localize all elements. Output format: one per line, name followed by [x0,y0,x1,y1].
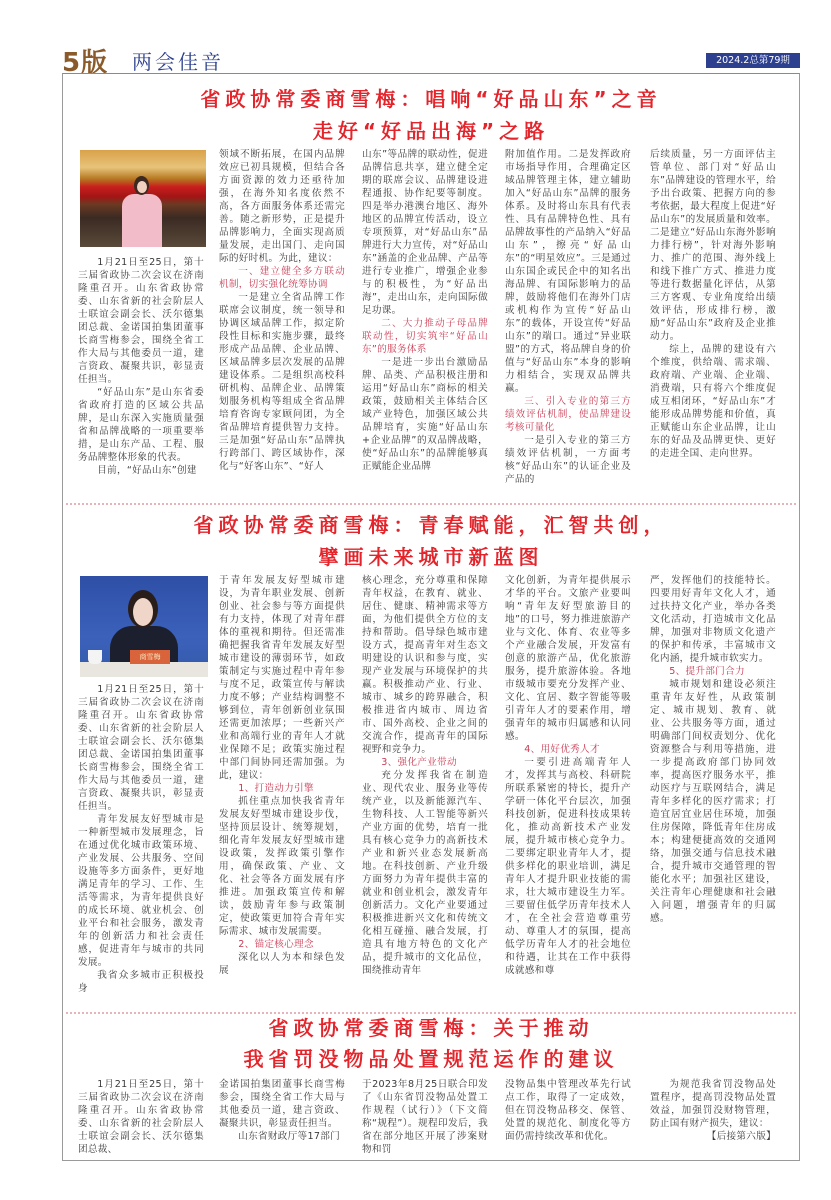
section-heading: 1、打造动力引擎 [238,783,314,794]
paragraph: 后续质量，另一方面评估主管单位、部门对“好品山东”品牌建设的管理水平，给予出台政策、把握方向的参考依据，最大程度上促进“好品山东”的发展质量和效率。二是建立“好品山东海外影响力排行榜”，针对海外影响力、推广的范围、海外线上和线下推广方式、推进力度等进行数据量化评估，从第三方客观、专业角度给出绩效评估，形成排行榜，激励“好品山东”政府及企业推动力。 [650,149,776,342]
article-1-title-line-1: 省政协常委商雪梅：唱响“好品山东”之音 [200,87,662,111]
article-2-column-4 [505,574,631,977]
paragraph: 为规范我省罚没物品处置程序，提高罚没物品处置效益，加强罚没财物管理，防止国有财产损失，建议： [650,1079,776,1129]
paragraph: 一是建立全省品牌工作联席会议制度，统一领导和协调区域品牌工作，拟定阶段性目标和实施步骤，最终形成产品品牌、企业品牌、区域品牌多层次发展的品牌建设体系。二是组织高校科研机构、品牌企业、品牌策划服务机构等组成全省品牌培育咨询专家顾问团，为全省品牌培育提供智力支持。三是加强“好品山东”品牌执行跨部门、跨区域协作，深化与“好客山东”、“好人 [219,292,345,472]
paragraph: 一是引入专业的第三方绩效评估机制，一方面考核“好品山东”的认证企业及产品的 [505,435,631,485]
paragraph: 目前，“好品山东”创建 [97,465,197,476]
paragraph: 深化以人为本和绿色发展 [219,952,345,976]
person-figure [122,176,162,247]
section-heading: 三、引入专业的第三方绩效评估机制，使品牌建设考核可量化 [505,396,631,433]
nameplate: 商雪梅 [130,650,170,664]
section-heading: 3、强化产业带动 [381,757,457,768]
section-heading: 一、建立健全多方联动机制，切实强化统筹协调 [219,266,345,290]
dotted-divider [66,1012,796,1014]
paragraph: 抓住重点加快我省青年发展友好型城市建设步伐，坚持顶层设计、统筹规划，细化青年发展友好型城市建设政策，发挥政策引擎作用，确保政策、产业、文化、社会等各方面发展有序推进。加强政策宣传和解读，鼓励青年参与政策制定，使政策更加符合青年实际需求、城市发展需要。 [219,796,345,937]
paragraph: 山东省财政厅等17部门 [238,1131,341,1142]
paragraph: 于青年发展友好型城市建设，为青年职业发展、创新创业、社会参与等方面提供有力支持，体现了对青年群体的重视和期待。但还需准确把握我省青年发展友好型城市建设的薄弱环节，如政策制定与实施过程中青年参与度不足，政策宣传与解读力度不够；产业结构调整不够到位，青年创新创业氛围还需更加浓厚；一些新兴产业和高端行业的青年人才就业保障不足；政策实施过程中部门间协同还需加强。为此，建议： [219,575,345,781]
paragraph: 城市规划和建设必须注重青年友好性，从政策制定、城市规划、教育、就业、公共服务等方面，通过明确部门间权责划分、优化资源整合与利用等措施，进一步提高政府部门协同效率，提高医疗服务水平，推动医疗与互联网结合，满足青年多样化的医疗需求；打造宜居宜业居住环境，加强住房保障，降低青年住房成本；构建便捷高效的交通网络，加强交通与信息技术融合，提升城市交通管理的智能化水平；加强社区建设，关注青年心理健康和社会融入问题，增强青年的归属感。 [650,679,776,924]
paragraph: 附加值作用。二是发挥政府市场指导作用，合理确定区域品牌管理主体，建立辅助加入“好品山东”品牌的服务体系。及时将山东具有代表性、具有品牌特色性、具有品牌故事性的产品纳入“好品山东”，擦亮“好品山东”的“明星效应”。三是通过山东国企或民企中的知名出海品牌、有国际影响力的品牌，鼓励将他们在海外门店或机构作为宣传“好品山东”的载体，开设宣传“好品山东”的端口。通过“异业联盟”的方式，将品牌自身的价值与“好品山东”本身的影响力相结合，实现双品牌共赢。 [505,149,631,394]
article-3-column-4 [505,1078,631,1143]
paragraph: 1月21日至25日，第十三届省政协二次会议在济南隆重召开。山东省政协常委、山东省新的社会阶层人士联谊会副会长、沃尔德集团总裁、金诺国拍集团董事长商雪梅参会，围绕全省工作大局与其他委员一道，建言资政、凝聚共识，彰显责任担当。 [78,257,204,385]
teacup-icon [88,650,102,664]
paragraph: “好品山东”是山东省委省政府打造的区域公共品牌，是山东深入实施质量强省和品牌战略的一项重要举措，是山东产品、工程、服务品牌整体形象的代表。 [78,387,204,463]
paragraph: 严，发挥他们的技能特长。四要用好青年文化人才，通过扶持文化产业，举办各类文化活动，打造城市文化品牌，加强对非物质文化遗产的保护和传承，丰富城市文化内涵，提升城市软实力。 [650,575,776,664]
article-3-title-line-2: 我省罚没物品处置规范运作的建议 [243,1047,619,1071]
paragraph: 综上，品牌的建设有六个维度，供给端、需求端、政府端、产业端、企业端、消费端，只有将六个维度促成互相闭环，“好品山东”才能形成品牌势能和价值，真正赋能山东企业品牌，让山东的好品及品牌更快、更好的走进全国、走向世界。 [650,344,776,459]
article-2-column-1 [78,683,204,995]
paragraph: 金诺国拍集团董事长商雪梅参会，围绕全省工作大局与其他委员一道，建言资政、凝聚共识，彰显责任担当。 [219,1079,345,1129]
paragraph: 一是进一步出台激励品牌、品类、产品积极注册和运用“好品山东”商标的相关政策，鼓励相关主体结合区域产业特色，加强区域公共品牌培育，实施“好品山东+企业品牌”的双品牌战略，使“好品山东”的品牌能够真正赋能企业品牌 [362,357,488,472]
paragraph: 山东”等品牌的联动性，促进品牌信息共享，建立健全定期的联席会议、品牌建设进程通报、协作纪要等制度。四是举办港澳台地区、海外地区的品牌宣传活动，设立专项预算，对“好品山东”品牌进行大力宣传，对“好品山东”涵盖的企业品牌、产品等进行专业推广，增强企业参与的积极性，为“好品出海”，走出山东，走向国际做足功课。 [362,149,488,316]
section-heading: 5、提升部门合力 [669,666,745,677]
article-3-column-1 [78,1078,204,1156]
article-1-title-line-2: 走好“好品出海”之路 [312,119,550,143]
paragraph: 于2023年8月25日联合印发了《山东省罚没物品处置工作规程（试行）》（下文简称“规程”）。规程印发后，我省在部分地区开展了涉案财物和罚 [362,1079,488,1155]
paragraph: 我省众多城市正积极投身 [78,970,204,994]
article-1-column-3 [362,148,488,473]
issue-badge: 2024.2总第79期 [706,53,800,68]
article-3-column-2 [219,1078,345,1143]
article-1-photo [80,150,206,247]
paragraph: 青年发展友好型城市是一种新型城市发展理念，旨在通过优化城市政策环境、产业发展、公共服务、空间设施等多方面条件，更好地满足青年的学习、工作、生活等需求，为青年提供良好的成长环境、就业机会、创业平台和社会服务，激发青年的创新活力和社会责任感，促进青年与城市的共同发展。 [78,814,204,968]
paragraph: 1月21日至25日，第十三届省政协二次会议在济南隆重召开。山东省政协常委、山东省新的社会阶层人士联谊会副会长、沃尔德集团总裁、 [78,1079,204,1155]
article-3-column-5 [650,1078,776,1143]
paragraph: 文化创新，为青年提供展示才华的平台。文旅产业要叫响“青年友好型旅游目的地”的口号，努力推进旅游产业与文化、体育、农业等多个产业融合发展，开发富有创意的旅游产品，优化旅游服务，提升旅游体验。各地市级城市要充分发挥产业、文化、宜居、数字智能等吸引青年人才的要素作用，增强青年的城市归属感和认同感。 [505,575,631,742]
edition-number: 5版 [62,48,109,78]
article-2-title-line-2: 擘画未来城市新蓝图 [318,545,544,569]
section-heading: 二、大力推动子母品牌联动性，切实筑牢“好品山东”的服务体系 [362,318,488,355]
dotted-divider [66,503,796,505]
article-1-column-2 [219,148,345,473]
paragraph: 没物品集中管理改革先行试点工作，取得了一定成效，但在罚没物品移交、保管、处置的规范化、制度化等方面仍需持续改革和优化。 [505,1079,631,1142]
article-3-title-line-1: 省政协常委商雪梅：关于推动 [268,1016,594,1040]
paragraph: 核心理念，充分尊重和保障青年权益，在教育、就业、居住、健康、精神需求等方面，为他们提供全方位的支持和帮助。倡导绿色城市建设方式，提高青年对生态文明建设的认识和参与度，实现产业发展与环境保护的共赢。积极推动产业、行业、城市、城乡的跨界融合，积极推进省内城市、周边省市、国外高校、企业之间的交流合作，提高青年的国际视野和竞争力。 [362,575,488,755]
article-2-column-5 [650,574,776,925]
paragraph: 1月21日至25日，第十三届省政协二次会议在济南隆重召开。山东省政协常委、山东省新的社会阶层人士联谊会副会长、沃尔德集团总裁、金诺国拍集团董事长商雪梅参会，围绕全省工作大局与其他委员一道，建言资政、凝聚共识，彰显责任担当。 [78,684,204,812]
paragraph: 一要引进高端青年人才，发挥其与高校、科研院所联系紧密的特长，提升产学研一体化平台层次，加强科技创新，促进科技成果转化，推动高新技术产业发展，提升城市核心竞争力。二要绑定职业青年人才，提供多样化的职业培训，满足青年人才提升职业技能的需求，壮大城市建设生力军。三要留住低学历青年技术人才，在全社会营造尊重劳动、尊重人才的氛围，提高低学历青年人才的社会地位和待遇，让其在工作中获得成就感和尊 [505,757,631,976]
paragraph: 领域不断拓展，在国内品牌效应已初具规模，但结合各方面资源的效力还亟待加强，在海外知名度依然不高，各方面服务体系还需完善。随之新形势，正是提升品牌影响力，全面实现高质量发展，走出国门、走向国际的好时机。为此，建议： [219,149,345,264]
article-2-column-2 [219,574,345,977]
article-2-photo [80,576,208,677]
paragraph: 充分发挥我省在制造业、现代农业、服务业等传统产业，以及新能源汽车、生物科技、人工智能等新兴产业方面的优势，培育一批具有核心竞争力的高新技术产业和新兴业态发展新高地。在科技创新、产业升级方面努力为青年提供丰富的就业和创业机会，激发青年创新活力。文化产业要通过积极推进新兴文化和传统文化相互碰撞、融合发展，打造具有地方特色的文化产品，提升城市的文化品位，围绕推动青年 [362,770,488,976]
article-3-column-3 [362,1078,488,1156]
continued-note: 【后接第六版】 [706,1131,776,1142]
article-2-title-line-1: 省政协常委商雪梅：青春赋能，汇智共创， [193,513,669,537]
article-2-column-3 [362,574,488,977]
section-heading: 4、用好优秀人才 [524,744,600,755]
section-title: 两会佳音 [132,50,224,74]
article-1-column-1 [78,256,204,477]
section-heading: 2、锚定核心理念 [238,939,314,950]
article-1-column-4 [505,148,631,486]
article-1-column-5 [650,148,776,460]
